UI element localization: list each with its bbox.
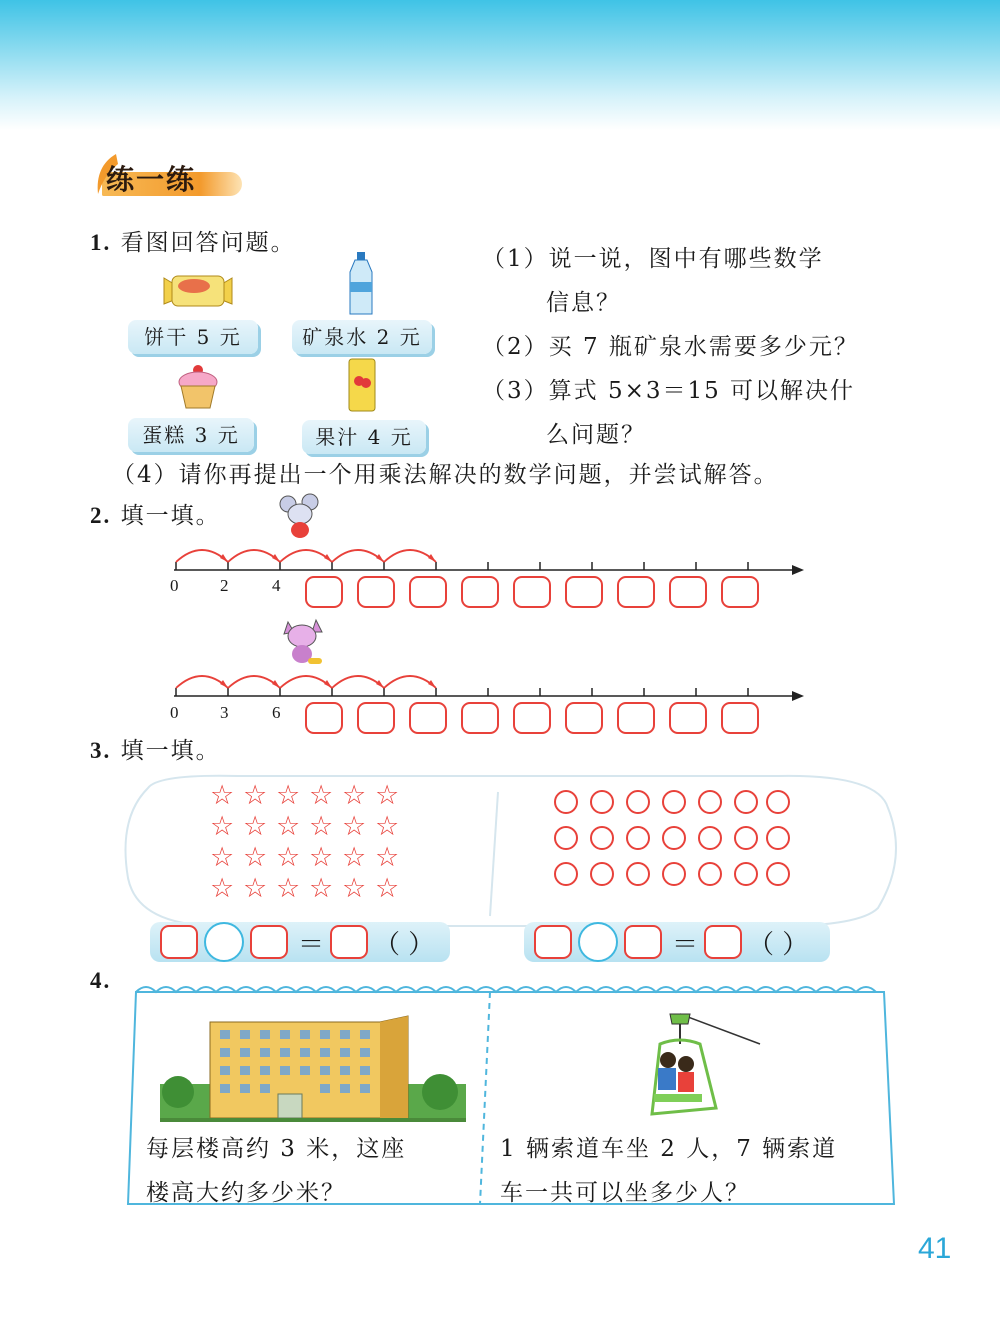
eq-right-operand-1[interactable] [534,925,572,959]
line1-answer-box-6[interactable] [565,576,603,608]
eq-right-equals: ＝ [672,930,699,960]
star: ☆ [309,811,334,842]
line2-label-0: 0 [170,703,179,722]
line1-label-2: 4 [272,576,281,595]
eq-right-unit[interactable]: （ ） [748,930,809,960]
star: ☆ [243,811,268,842]
line2-label-2: 6 [272,703,281,722]
price-tag-biscuit: 饼干 5 元 [128,320,258,354]
line2-answer-box-6[interactable] [565,702,603,734]
circle [590,862,614,886]
price-tag-cake: 蛋糕 3 元 [128,418,254,452]
eq-right-result[interactable] [704,925,742,959]
circle [698,862,722,886]
star: ☆ [342,842,367,873]
q1-sub4: （4）请你再提出一个用乘法解决的数学问题，并尝试解答。 [112,462,779,488]
building-icon [160,1014,466,1122]
star: ☆ [375,780,400,811]
line2-answer-box-9[interactable] [721,702,759,734]
line1-answer-box-4[interactable] [461,576,499,608]
cable-car-icon [630,1004,770,1124]
eq-left-unit[interactable]: （ ） [374,930,435,960]
line2-answer-box-3[interactable] [409,702,447,734]
circle [766,790,790,814]
circle [590,826,614,850]
q1-sub1-line2: 信息？ [546,290,621,316]
star: ☆ [210,873,235,904]
star: ☆ [243,873,268,904]
circle [554,790,578,814]
q3-heading [90,732,221,765]
circle [698,826,722,850]
line1-answer-box-2[interactable] [357,576,395,608]
biscuit-icon [158,270,238,310]
eq-right-operator[interactable] [578,922,618,962]
line1-answer-box-3[interactable] [409,576,447,608]
number-line-1 [168,528,808,578]
star: ☆ [276,842,301,873]
line2-answer-box-5[interactable] [513,702,551,734]
eq-left-result[interactable] [330,925,368,959]
star: ☆ [375,842,400,873]
circle [626,790,650,814]
number-line-2 [168,654,808,704]
star: ☆ [210,780,235,811]
star: ☆ [342,873,367,904]
q2-number: 2. [90,503,112,528]
q1-sub3-line1: （3）算式 5×3＝15 可以解决什 [482,378,856,404]
eq-left-operand-2[interactable] [250,925,288,959]
circle [734,862,758,886]
circle [698,790,722,814]
q4-right-line1: 1 辆索道车坐 2 人，7 辆索道 [500,1136,838,1162]
juice-can-icon [347,357,377,413]
q1-sub1-line1: （1）说一说，图中有哪些数学 [482,246,824,272]
q1-sub2: （2）买 7 瓶矿泉水需要多少元？ [482,334,859,360]
star: ☆ [276,811,301,842]
eq-left-operator[interactable] [204,922,244,962]
cupcake-icon [175,362,221,410]
star: ☆ [342,780,367,811]
q4-left-line1: 每层楼高约 3 米，这座 [146,1136,407,1162]
price-tag-juice: 果汁 4 元 [302,420,426,454]
q2-heading [90,497,221,530]
q4-right-line2: 车一共可以坐多少人？ [500,1180,750,1206]
water-bottle-icon [346,252,376,316]
circle [766,862,790,886]
star: ☆ [309,873,334,904]
star: ☆ [276,873,301,904]
star: ☆ [342,811,367,842]
q1-number: 1. [90,230,112,255]
line1-answer-box-5[interactable] [513,576,551,608]
q3-number: 3. [90,738,112,763]
star: ☆ [243,780,268,811]
circle [734,826,758,850]
line1-label-0: 0 [170,576,179,595]
eq-left-operand-1[interactable] [160,925,198,959]
page-header-band [0,0,1000,130]
price-tag-water: 矿泉水 2 元 [292,320,432,354]
line2-answer-box-2[interactable] [357,702,395,734]
circle [662,790,686,814]
circle [626,862,650,886]
circle [766,826,790,850]
eq-right-operand-2[interactable] [624,925,662,959]
line1-answer-box-8[interactable] [669,576,707,608]
q1-sub3-line2: 么问题？ [546,422,646,448]
q4-left-line2: 楼高大约多少米？ [146,1180,346,1206]
line1-answer-box-1[interactable] [305,576,343,608]
line2-answer-box-1[interactable] [305,702,343,734]
line2-answer-box-7[interactable] [617,702,655,734]
circle [626,826,650,850]
section-title-badge [92,152,242,198]
q4-number: 4. [90,968,112,993]
circle [590,790,614,814]
q1-prompt: 看图回答问题。 [120,230,296,256]
q3-prompt: 填一填。 [120,738,221,764]
star: ☆ [375,873,400,904]
section-title: 练一练 [106,163,197,196]
star: ☆ [243,842,268,873]
star: ☆ [276,780,301,811]
eq-left-equals: ＝ [298,930,325,960]
line1-label-1: 2 [220,576,229,595]
circle [734,790,758,814]
line2-label-1: 3 [220,703,229,722]
line2-answer-box-8[interactable] [669,702,707,734]
page-number: 41 [918,1232,952,1265]
circle [554,826,578,850]
star: ☆ [375,811,400,842]
line1-answer-box-9[interactable] [721,576,759,608]
q3-cloud-frame [118,768,908,932]
star: ☆ [210,842,235,873]
star: ☆ [309,842,334,873]
q1-heading [90,224,296,257]
line1-answer-box-7[interactable] [617,576,655,608]
star: ☆ [309,780,334,811]
q2-prompt: 填一填。 [120,503,221,529]
circle [662,862,686,886]
line2-answer-box-4[interactable] [461,702,499,734]
star: ☆ [210,811,235,842]
circle [662,826,686,850]
circle [554,862,578,886]
